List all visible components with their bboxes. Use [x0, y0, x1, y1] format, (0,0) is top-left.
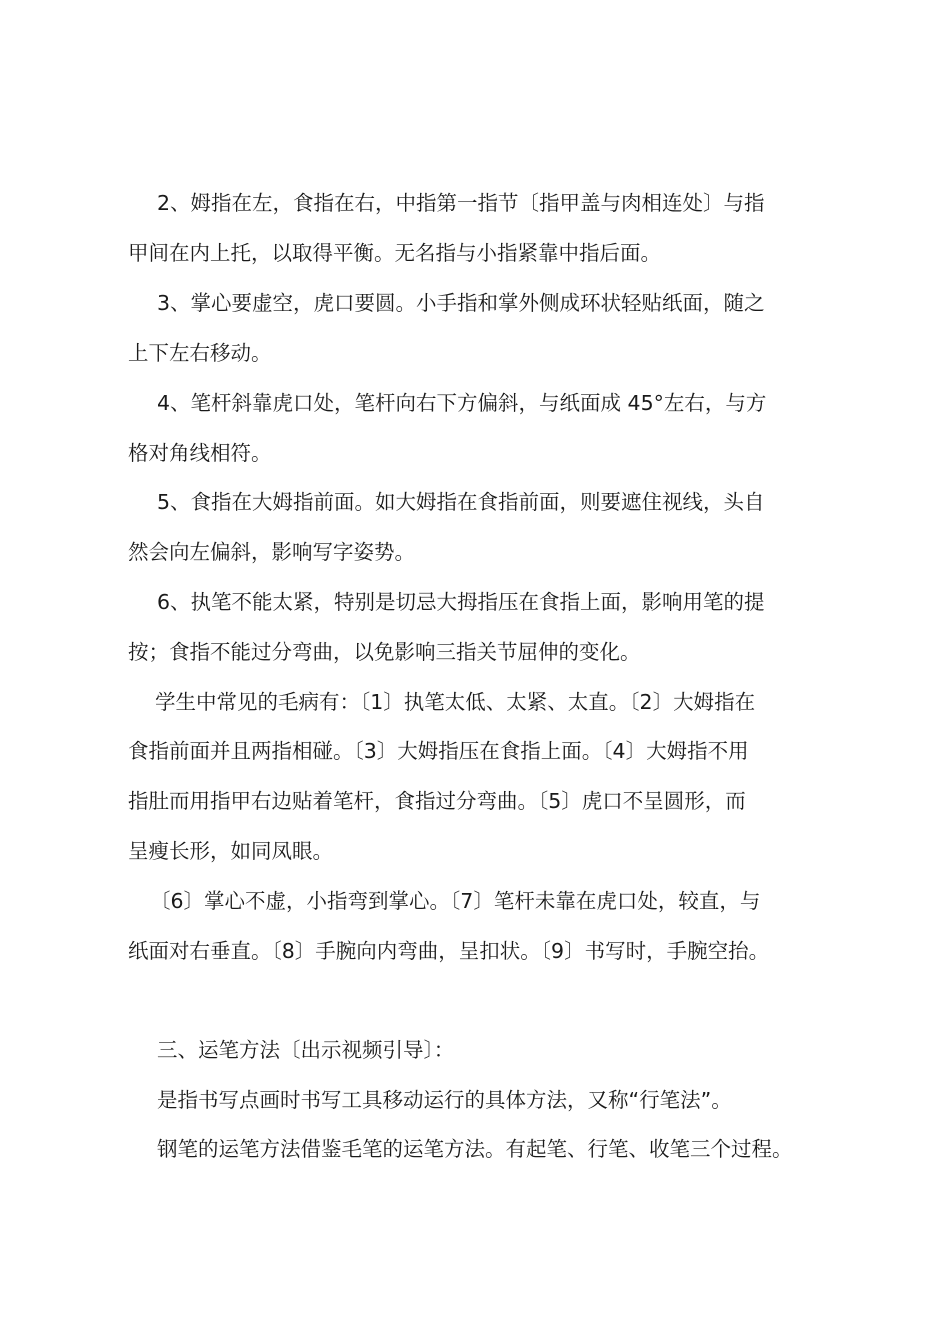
text-line: 上下左右移动。	[128, 341, 272, 365]
text-line: 呈瘦长形，如同凤眼。	[128, 839, 333, 863]
text-line: 2、姆指在左，食指在右，中指第一指节〔指甲盖与肉相连处〕与指	[157, 191, 765, 215]
section-heading: 三、运笔方法〔出示视频引导〕：	[157, 1038, 455, 1062]
text-line: 甲间在内上托，以取得平衡。无名指与小指紧靠中指后面。	[128, 241, 661, 265]
text-line: 然会向左偏斜，影响写字姿势。	[128, 540, 415, 564]
text-line: 食指前面并且两指相碰。〔3〕大姆指压在食指上面。〔4〕大姆指不用	[128, 739, 749, 763]
text-line: 3、掌心要虚空，虎口要圆。小手指和掌外侧成环状轻贴纸面，随之	[157, 291, 765, 315]
text-line: 〔6〕掌心不虚，小指弯到掌心。〔7〕笔杆未靠在虎口处，较直，与	[150, 889, 761, 913]
text-line: 4、笔杆斜靠虎口处，笔杆向右下方偏斜，与纸面成 45°左右，与方	[157, 391, 767, 415]
text-line: 6、执笔不能太紧，特别是切忌大拇指压在食指上面，影响用笔的提	[157, 590, 765, 614]
text-line: 学生中常见的毛病有：〔1〕执笔太低、太紧、太直。〔2〕大姆指在	[155, 690, 756, 714]
text-line: 5、食指在大姆指前面。如大姆指在食指前面，则要遮住视线，头自	[157, 490, 765, 514]
text-line: 按；食指不能过分弯曲，以免影响三指关节屈伸的变化。	[128, 640, 641, 664]
text-line: 是指书写点画时书写工具移动运行的具体方法，又称“行笔法”。	[157, 1088, 732, 1112]
text-line: 钢笔的运笔方法借鉴毛笔的运笔方法。有起笔、行笔、收笔三个过程。	[157, 1137, 793, 1161]
text-line: 格对角线相符。	[128, 441, 272, 465]
text-line: 指肚而用指甲右边贴着笔杆，食指过分弯曲。〔5〕虎口不呈圆形，而	[128, 789, 746, 813]
text-line: 纸面对右垂直。〔8〕手腕向内弯曲，呈扣状。〔9〕书写时，手腕空抬。	[128, 939, 770, 963]
